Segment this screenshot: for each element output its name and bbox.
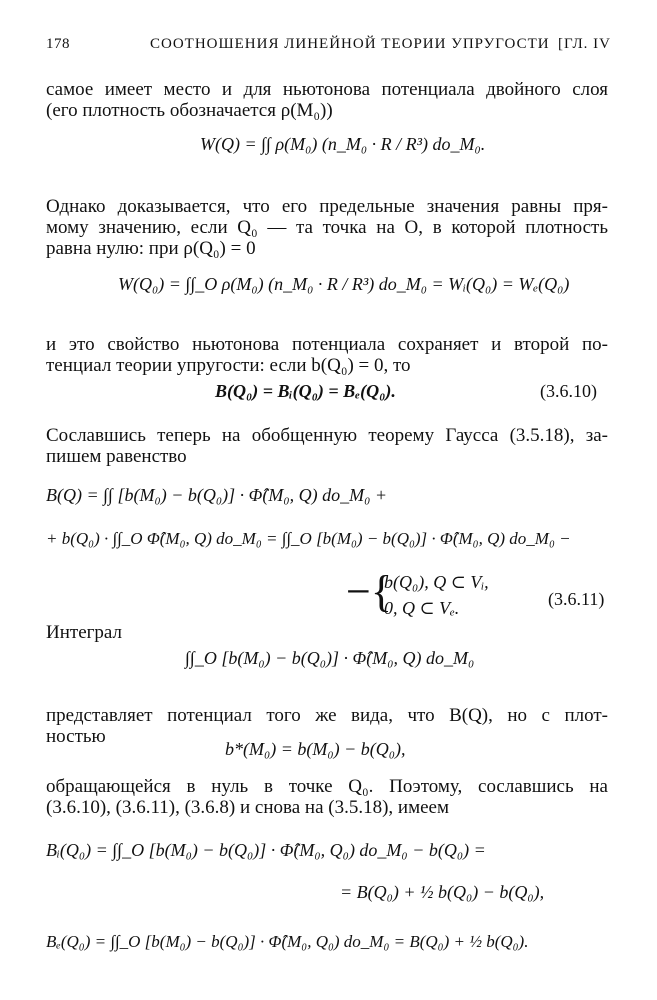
formula-text: Bₑ(Q₀) = ∫∫_O [b(M₀) − b(Q₀)] · Φ̂(M₀, Q₀) do_M₀ = B(Q₀) + ½ b(Q₀). bbox=[46, 932, 529, 951]
paragraph-2 bbox=[46, 196, 608, 259]
formula-text: B(Q₀) = Bᵢ(Q₀) = Bₑ(Q₀). bbox=[215, 381, 396, 401]
text-line: ностью bbox=[46, 726, 106, 747]
formula-text: 0, Q ⊂ Vₑ. bbox=[384, 598, 460, 618]
formula-case-2 bbox=[384, 596, 459, 620]
formula-B-Q0 bbox=[215, 379, 396, 403]
text-line: тенциал теории упругости: если b(Q₀) = 0, то bbox=[46, 355, 411, 376]
running-title: СООТНОШЕНИЯ ЛИНЕЙНОЙ ТЕОРИИ УПРУГОСТИ bbox=[150, 36, 550, 52]
running-header bbox=[46, 36, 611, 56]
chapter-label: [ГЛ. IV bbox=[557, 36, 611, 52]
text-line: Однако доказывается, что его предельные значения равны пря- bbox=[46, 196, 608, 217]
formula-text: B(Q) = ∫∫ [b(M₀) − b(Q₀)] · Φ̂(M₀, Q) do_M₀ + bbox=[46, 485, 387, 505]
text-line: Интеграл bbox=[46, 622, 122, 643]
text-line: самое имеет место и для ньютонова потенциала двойного слоя bbox=[46, 79, 608, 100]
text-line: представляет потенциал того же вида, что B(Q), но с плот- bbox=[46, 705, 608, 726]
formula-case-1 bbox=[384, 570, 489, 594]
paragraph-5 bbox=[46, 622, 608, 643]
formula-text: + b(Q₀) · ∫∫_O Φ̂(M₀, Q) do_M₀ = ∫∫_O [b(M₀) − b(Q₀)] · Φ̂(M₀, Q) do_M₀ − bbox=[46, 529, 571, 548]
paragraph-7 bbox=[46, 776, 608, 818]
formula-text: W(Q₀) = ∫∫_O ρ(M₀) (n_M₀ · R / R³) do_M₀ = Wᵢ(Q₀) = Wₑ(Q₀) bbox=[118, 274, 570, 294]
cases-brace: −{ bbox=[346, 567, 392, 616]
formula-W-Q0 bbox=[118, 272, 569, 296]
page-number: 178 bbox=[46, 36, 70, 52]
formula-text: = B(Q₀) + ½ b(Q₀) − b(Q₀), bbox=[340, 882, 545, 902]
text-line: (его плотность обозначается ρ(M₀)) bbox=[46, 100, 333, 121]
equation-number-3-6-11: (3.6.11) bbox=[548, 589, 605, 609]
formula-integral bbox=[185, 646, 474, 670]
paragraph-1 bbox=[46, 79, 608, 121]
paragraph-4 bbox=[46, 425, 608, 467]
text-line: мому значению, если Q₀ — та точка на O, в которой плотность bbox=[46, 217, 608, 238]
text-line: обращающейся в нуль в точке Q₀. Поэтому, сославшись на bbox=[46, 776, 608, 797]
text-line: Сославшись теперь на обобщенную теорему Гаусса (3.5.18), за- bbox=[46, 425, 608, 446]
formula-B-i-line1 bbox=[46, 838, 486, 862]
formula-text: b(Q₀), Q ⊂ Vᵢ, bbox=[384, 572, 489, 592]
equation-number-3-6-10: (3.6.10) bbox=[540, 381, 597, 401]
formula-text: ∫∫_O [b(M₀) − b(Q₀)] · Φ̂(M₀, Q) do_M₀ bbox=[185, 648, 475, 668]
formula-W-Q bbox=[200, 132, 485, 156]
text-line: и это свойство ньютонова потенциала сохраняет и второй по- bbox=[46, 334, 608, 355]
formula-B-Q-line2 bbox=[46, 527, 571, 551]
formula-text: W(Q) = ∫∫ ρ(M₀) (n_M₀ · R / R³) do_M₀. bbox=[200, 134, 486, 154]
text-line: равна нулю: при ρ(Q₀) = 0 bbox=[46, 238, 256, 259]
formula-text: b*(M₀) = b(M₀) − b(Q₀), bbox=[225, 739, 406, 759]
formula-b-star bbox=[225, 737, 406, 761]
paragraph-3 bbox=[46, 334, 608, 376]
formula-B-Q-line1 bbox=[46, 483, 387, 507]
formula-B-i-line2 bbox=[340, 880, 544, 904]
text-line: пишем равенство bbox=[46, 446, 187, 467]
formula-B-e bbox=[46, 930, 528, 954]
text-line: (3.6.10), (3.6.11), (3.6.8) и снова на (3.5.18), имеем bbox=[46, 797, 450, 818]
formula-text: Bᵢ(Q₀) = ∫∫_O [b(M₀) − b(Q₀)] · Φ̂(M₀, Q₀) do_M₀ − b(Q₀) = bbox=[46, 840, 486, 860]
